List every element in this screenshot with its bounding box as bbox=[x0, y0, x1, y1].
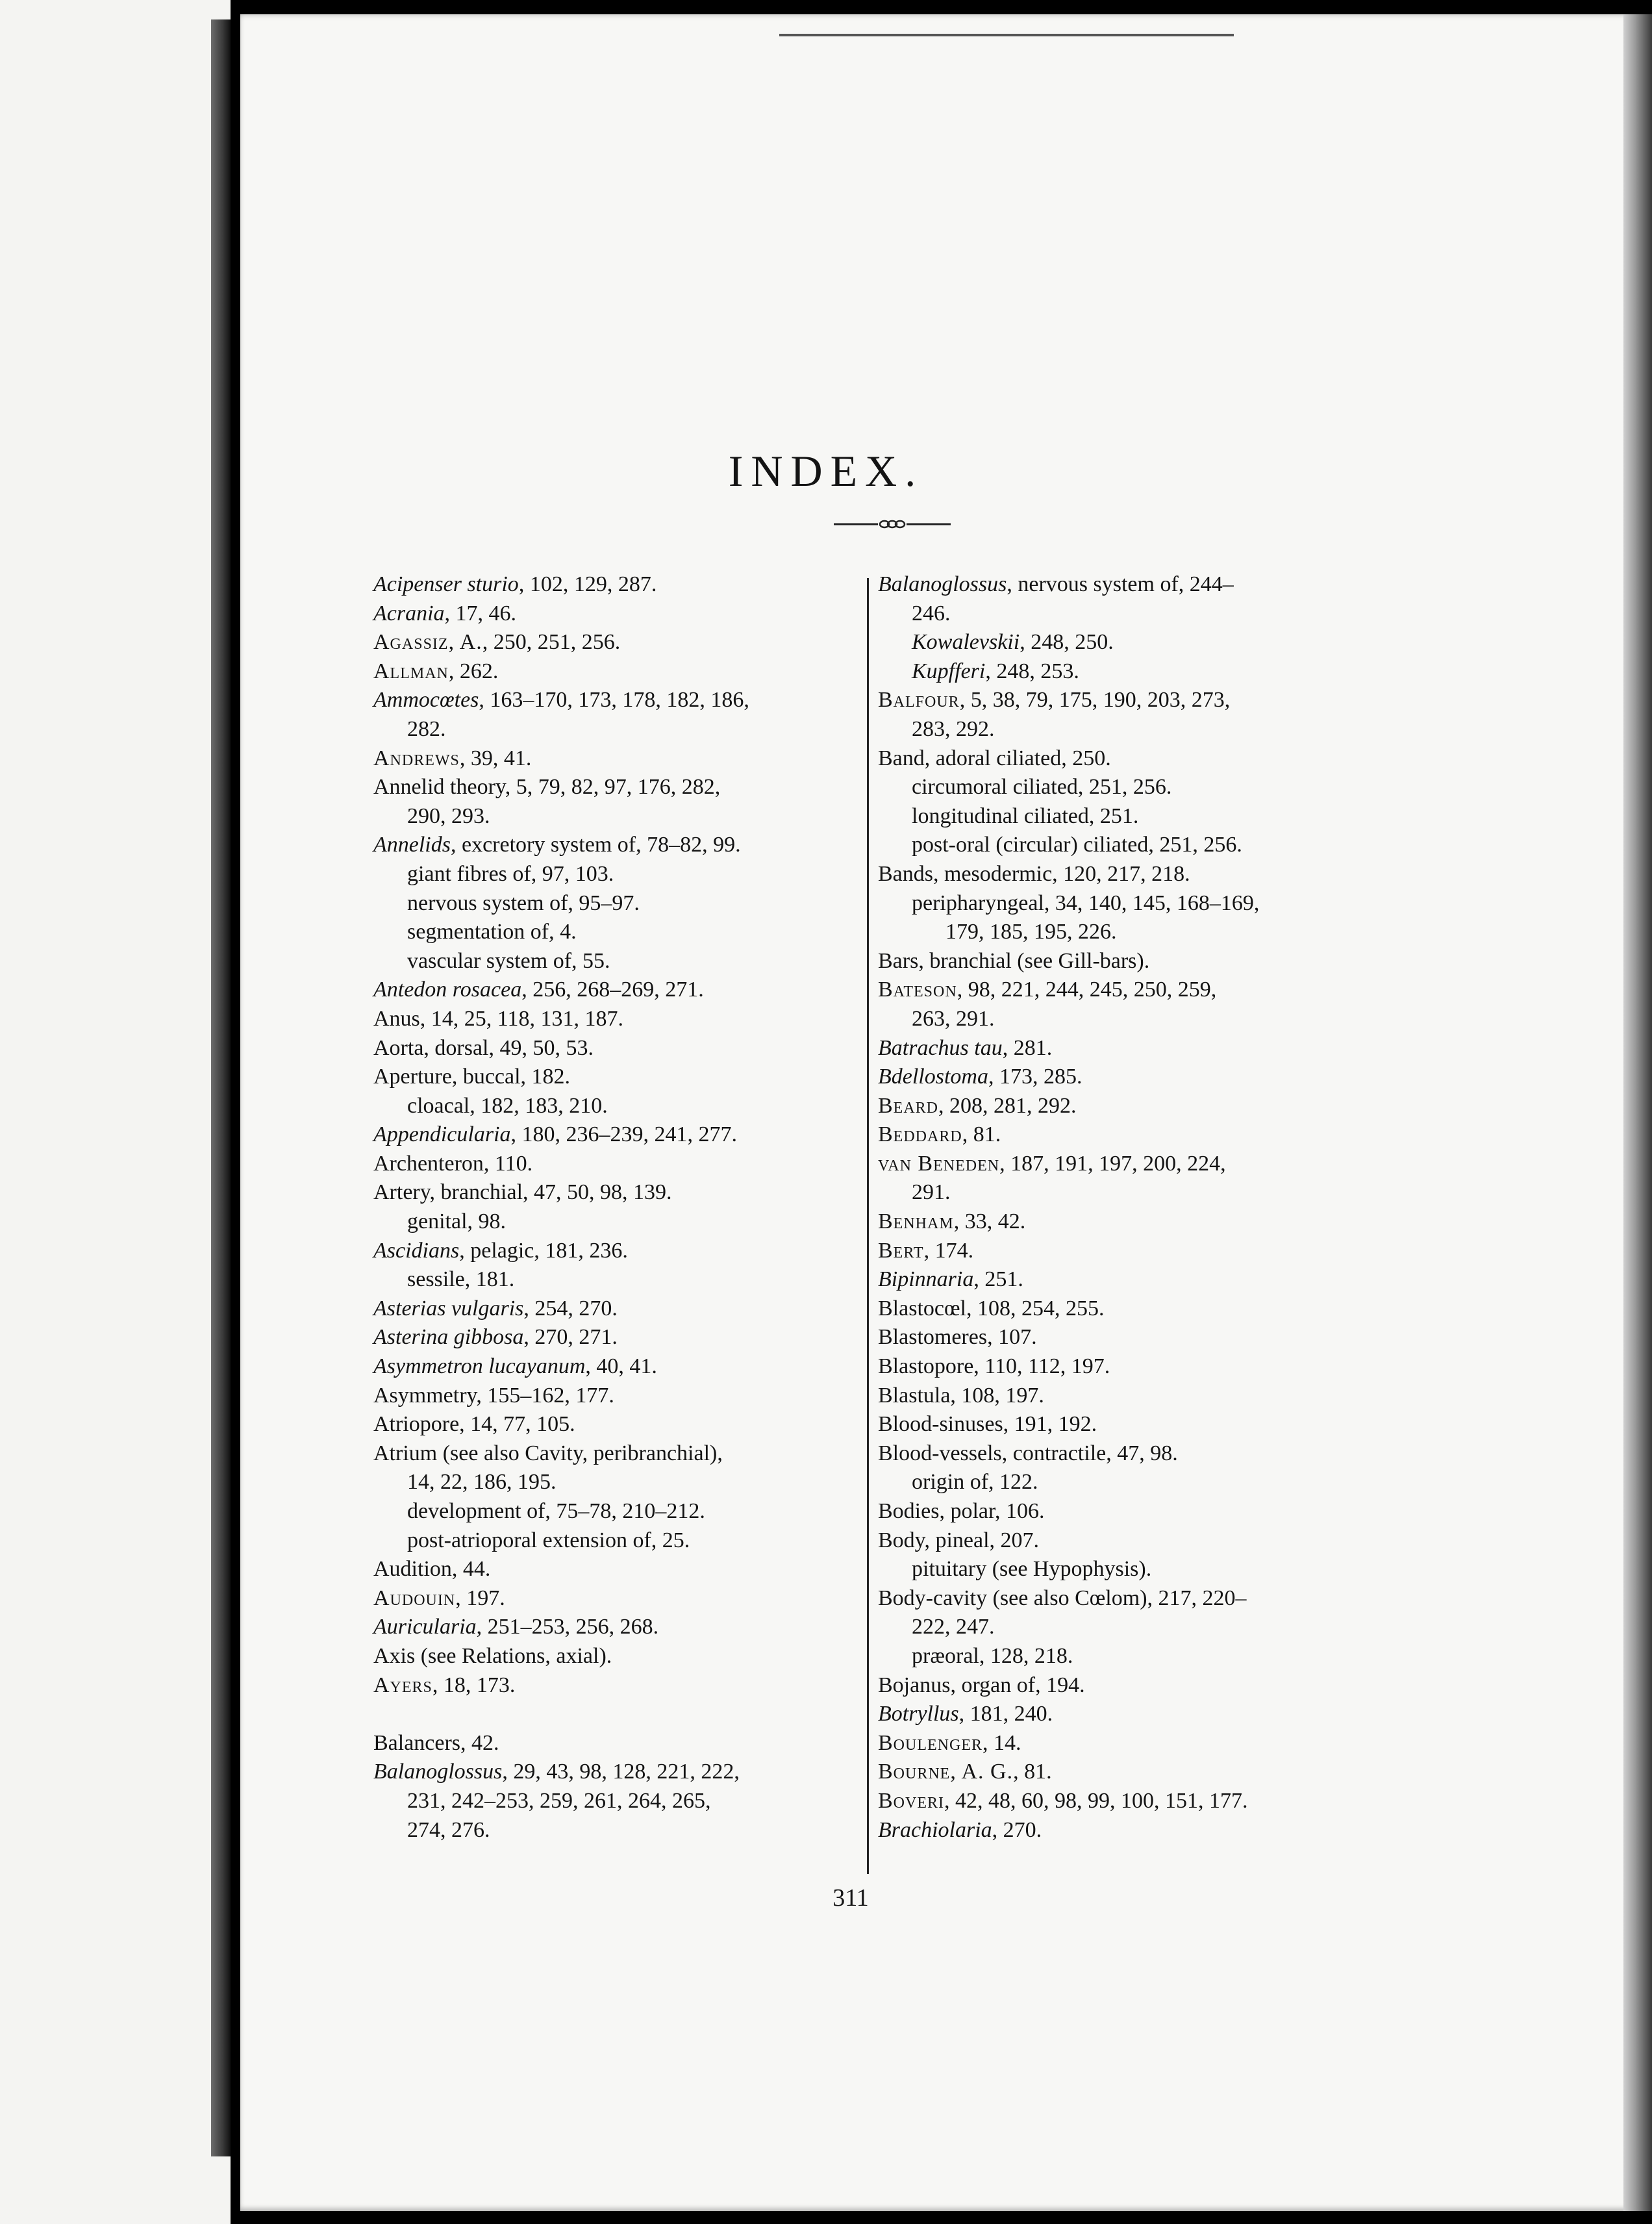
index-term-italic: Acipenser sturio bbox=[373, 572, 519, 596]
top-edge-rule bbox=[779, 34, 1234, 36]
index-entry bbox=[878, 976, 1371, 1005]
index-entry bbox=[373, 831, 867, 860]
index-text: Blastocœl, 108, 254, 255. bbox=[878, 1296, 1105, 1320]
index-entry bbox=[912, 773, 1371, 802]
index-entry bbox=[878, 1352, 1371, 1382]
index-entry bbox=[945, 918, 1371, 947]
index-entry bbox=[407, 860, 867, 889]
index-text: , 262. bbox=[448, 659, 499, 683]
index-text: 222, 247. bbox=[912, 1615, 995, 1639]
index-text: nervous system of, 95–97. bbox=[407, 891, 640, 915]
index-author-name: Audouin bbox=[373, 1586, 456, 1610]
index-entry bbox=[373, 600, 867, 629]
index-text: 231, 242–253, 259, 261, 264, 265, bbox=[407, 1788, 711, 1813]
index-text: , 29, 43, 98, 128, 221, 222, bbox=[502, 1760, 740, 1784]
index-text: , 174. bbox=[923, 1238, 974, 1263]
index-text: Bojanus, organ of, 194. bbox=[878, 1673, 1085, 1697]
index-entry bbox=[373, 1584, 867, 1613]
index-entry bbox=[912, 1555, 1371, 1584]
index-entry bbox=[878, 1410, 1371, 1439]
index-text: Body-cavity (see also Cœlom), 217, 220– bbox=[878, 1586, 1247, 1610]
index-term-italic: Antedon rosacea bbox=[373, 978, 522, 1002]
index-entry bbox=[878, 1120, 1371, 1150]
facing-page bbox=[0, 0, 231, 2224]
index-text: Atriopore, 14, 77, 105. bbox=[373, 1412, 575, 1437]
index-text: 179, 185, 195, 226. bbox=[945, 920, 1117, 944]
page-number: 311 bbox=[832, 1884, 869, 1912]
index-term-italic: Bdellostoma bbox=[878, 1065, 988, 1089]
page-edge bbox=[1623, 14, 1652, 2211]
index-text: genital, 98. bbox=[407, 1209, 507, 1234]
index-text: Blood-vessels, contractile, 47, 98. bbox=[878, 1441, 1178, 1465]
index-entry bbox=[878, 1671, 1371, 1700]
index-text: , 39, 41. bbox=[459, 746, 532, 770]
index-author-name: Allman bbox=[373, 659, 449, 683]
index-entry bbox=[373, 628, 867, 657]
index-text: 246. bbox=[912, 601, 951, 626]
index-text: , 248, 253. bbox=[985, 659, 1079, 683]
index-entry bbox=[373, 686, 867, 715]
index-text: Atrium (see also Cavity, peribranchial), bbox=[373, 1441, 723, 1465]
index-text: 263, 291. bbox=[912, 1006, 995, 1031]
index-entry bbox=[912, 889, 1371, 918]
index-entry bbox=[407, 1787, 867, 1816]
index-text: , 98, 221, 244, 245, 250, 259, bbox=[957, 978, 1217, 1002]
index-text: , 251–253, 256, 268. bbox=[476, 1615, 659, 1639]
index-author-name: Benham bbox=[878, 1209, 954, 1234]
index-entry bbox=[878, 1526, 1371, 1556]
index-text: Blood-sinuses, 191, 192. bbox=[878, 1412, 1097, 1437]
index-text: segmentation of, 4. bbox=[407, 920, 577, 944]
index-term-italic: Botryllus bbox=[878, 1702, 959, 1726]
index-text: , 81. bbox=[1013, 1760, 1052, 1784]
index-entry bbox=[878, 1700, 1371, 1729]
index-text: pituitary (see Hypophysis). bbox=[912, 1557, 1152, 1582]
index-entry bbox=[878, 1265, 1371, 1295]
index-entry bbox=[407, 1526, 867, 1556]
index-term-italic: Kupfferi bbox=[912, 659, 986, 683]
index-text: , 208, 281, 292. bbox=[938, 1093, 1077, 1118]
index-entry bbox=[373, 1237, 867, 1266]
index-text: , 181, 240. bbox=[958, 1702, 1053, 1726]
index-entry bbox=[407, 1497, 867, 1526]
index-text: vascular system of, 55. bbox=[407, 948, 610, 973]
index-text: , 33, 42. bbox=[953, 1209, 1026, 1234]
index-term-italic: Kowalevskii bbox=[912, 630, 1020, 655]
index-entry bbox=[878, 1497, 1371, 1526]
index-entry bbox=[878, 1323, 1371, 1352]
index-author-name: Beddard bbox=[878, 1122, 962, 1147]
index-entry bbox=[373, 1382, 867, 1411]
index-entry bbox=[407, 802, 867, 831]
index-text: Asymmetry, 155–162, 177. bbox=[373, 1383, 614, 1408]
index-text: , excretory system of, 78–82, 99. bbox=[450, 833, 741, 857]
index-entry bbox=[878, 1092, 1371, 1121]
index-text: , nervous system of, 244– bbox=[1007, 572, 1234, 596]
index-text: , 254, 270. bbox=[523, 1296, 618, 1320]
index-term-italic: Balanoglossus bbox=[878, 572, 1007, 596]
index-text: , 256, 268–269, 271. bbox=[521, 978, 704, 1002]
index-entry bbox=[878, 1150, 1371, 1179]
column-divider bbox=[867, 578, 869, 1874]
index-entry bbox=[878, 1034, 1371, 1063]
index-text: Bodies, polar, 106. bbox=[878, 1499, 1045, 1523]
index-term-italic: Asymmetron lucayanum bbox=[373, 1354, 586, 1379]
index-text: præoral, 128, 218. bbox=[912, 1643, 1073, 1668]
index-entry bbox=[373, 744, 867, 774]
index-entry bbox=[407, 715, 867, 744]
index-entry bbox=[878, 570, 1371, 600]
index-entry bbox=[878, 1584, 1371, 1613]
index-entry bbox=[373, 1642, 867, 1671]
index-text: , 18, 173. bbox=[432, 1673, 516, 1697]
index-text: , 270. bbox=[992, 1817, 1042, 1842]
index-entry bbox=[912, 1642, 1371, 1671]
index-author-name: Andrews bbox=[373, 746, 460, 770]
index-entry bbox=[878, 1295, 1371, 1324]
index-entry bbox=[878, 947, 1371, 976]
index-text: Anus, 14, 25, 118, 131, 187. bbox=[373, 1006, 624, 1031]
index-entry bbox=[912, 657, 1371, 687]
index-text: , 281. bbox=[1002, 1035, 1053, 1060]
index-text: Band, adoral ciliated, 250. bbox=[878, 746, 1111, 770]
index-entry bbox=[373, 1671, 867, 1700]
index-entry bbox=[373, 1150, 867, 1179]
index-entry bbox=[878, 1063, 1371, 1092]
index-gap bbox=[373, 1700, 867, 1729]
index-text: 14, 22, 186, 195. bbox=[407, 1470, 557, 1495]
index-entry bbox=[373, 1613, 867, 1642]
index-text: origin of, 122. bbox=[912, 1470, 1038, 1495]
index-entry bbox=[878, 1207, 1371, 1237]
index-text: Aorta, dorsal, 49, 50, 53. bbox=[373, 1035, 594, 1060]
index-text: Aperture, buccal, 182. bbox=[373, 1065, 571, 1089]
index-entry bbox=[373, 1005, 867, 1034]
index-text: 282. bbox=[407, 716, 446, 741]
index-text: , 270, 271. bbox=[523, 1325, 618, 1350]
index-entry bbox=[878, 1816, 1371, 1845]
index-entry bbox=[373, 1352, 867, 1382]
index-author-name: Bourne, A. G. bbox=[878, 1760, 1014, 1784]
index-entry bbox=[373, 1295, 867, 1324]
index-author-name: van Beneden bbox=[878, 1151, 1000, 1176]
index-text: , pelagic, 181, 236. bbox=[459, 1238, 628, 1263]
index-entry bbox=[373, 1439, 867, 1469]
index-entry bbox=[912, 831, 1371, 860]
index-entry bbox=[912, 1005, 1371, 1034]
index-text: sessile, 181. bbox=[407, 1267, 515, 1292]
index-entry bbox=[878, 1237, 1371, 1266]
ornament-divider-icon bbox=[834, 518, 951, 531]
index-term-italic: Annelids bbox=[373, 833, 451, 857]
index-entry bbox=[407, 1092, 867, 1121]
index-entry bbox=[373, 657, 867, 687]
index-entry bbox=[373, 976, 867, 1005]
index-entry bbox=[878, 1382, 1371, 1411]
index-entry bbox=[373, 1758, 867, 1787]
index-text: Body, pineal, 207. bbox=[878, 1528, 1040, 1552]
index-text: development of, 75–78, 210–212. bbox=[407, 1499, 705, 1523]
index-text: Blastomeres, 107. bbox=[878, 1325, 1037, 1350]
index-entry bbox=[373, 1063, 867, 1092]
index-text: Blastula, 108, 197. bbox=[878, 1383, 1044, 1408]
index-entry bbox=[407, 1468, 867, 1497]
index-text: , 248, 250. bbox=[1020, 630, 1114, 655]
index-column-left bbox=[373, 570, 867, 1845]
index-text: 290, 293. bbox=[407, 803, 490, 828]
index-text: , 197. bbox=[455, 1586, 505, 1610]
index-entry bbox=[373, 1410, 867, 1439]
index-text: , 17, 46. bbox=[444, 601, 517, 626]
index-text: , 251. bbox=[973, 1267, 1023, 1292]
index-text: Archenteron, 110. bbox=[373, 1151, 533, 1176]
index-author-name: Bateson bbox=[878, 978, 957, 1002]
index-entry bbox=[373, 773, 867, 802]
index-entry bbox=[373, 1034, 867, 1063]
index-text: Bars, branchial (see Gill-bars). bbox=[878, 948, 1150, 973]
index-entry bbox=[373, 1555, 867, 1584]
index-entry bbox=[373, 1729, 867, 1758]
index-text: , 187, 191, 197, 200, 224, bbox=[999, 1151, 1226, 1176]
index-term-italic: Batrachus tau bbox=[878, 1035, 1003, 1060]
index-entry bbox=[373, 570, 867, 600]
index-entry bbox=[912, 1468, 1371, 1497]
index-text: , 173, 285. bbox=[988, 1065, 1083, 1089]
index-term-italic: Bipinnaria bbox=[878, 1267, 974, 1292]
index-entry bbox=[912, 715, 1371, 744]
index-term-italic: Balanoglossus bbox=[373, 1760, 503, 1784]
index-text: Bands, mesodermic, 120, 217, 218. bbox=[878, 861, 1190, 886]
index-term-italic: Ascidians bbox=[373, 1238, 460, 1263]
index-text: Artery, branchial, 47, 50, 98, 139. bbox=[373, 1180, 672, 1205]
index-author-name: Balfour bbox=[878, 688, 960, 713]
index-entry bbox=[912, 600, 1371, 629]
index-author-name: Ayers bbox=[373, 1673, 432, 1697]
index-entry bbox=[912, 1613, 1371, 1642]
index-entry bbox=[878, 686, 1371, 715]
index-author-name: Bert bbox=[878, 1238, 924, 1263]
index-text: Balancers, 42. bbox=[373, 1730, 499, 1755]
index-entry bbox=[878, 1787, 1371, 1816]
index-entry bbox=[407, 1207, 867, 1237]
index-text: circumoral ciliated, 251, 256. bbox=[912, 775, 1172, 800]
index-term-italic: Acrania bbox=[373, 601, 445, 626]
index-text: Axis (see Relations, axial). bbox=[373, 1643, 612, 1668]
index-entry bbox=[912, 802, 1371, 831]
index-text: 291. bbox=[912, 1180, 951, 1205]
index-term-italic: Ammocœtes bbox=[373, 688, 479, 713]
index-entry bbox=[407, 947, 867, 976]
index-term-italic: Auricularia bbox=[373, 1615, 477, 1639]
index-entry bbox=[912, 1178, 1371, 1207]
index-text: , 14. bbox=[982, 1730, 1021, 1755]
index-text: Audition, 44. bbox=[373, 1557, 491, 1582]
index-text: , 180, 236–239, 241, 277. bbox=[510, 1122, 738, 1147]
index-author-name: Agassiz, A. bbox=[373, 630, 482, 655]
index-entry bbox=[912, 628, 1371, 657]
index-text: , 5, 38, 79, 175, 190, 203, 273, bbox=[959, 688, 1231, 713]
index-entry bbox=[407, 1265, 867, 1295]
index-text: 274, 276. bbox=[407, 1817, 490, 1842]
index-text: giant fibres of, 97, 103. bbox=[407, 861, 614, 886]
index-author-name: Beard bbox=[878, 1093, 939, 1118]
index-text: peripharyngeal, 34, 140, 145, 168–169, bbox=[912, 891, 1260, 915]
index-text: Annelid theory, 5, 79, 82, 97, 176, 282, bbox=[373, 775, 721, 800]
index-entry bbox=[878, 1729, 1371, 1758]
index-text: 283, 292. bbox=[912, 716, 995, 741]
index-entry bbox=[407, 918, 867, 947]
index-author-name: Boveri bbox=[878, 1788, 945, 1813]
book-binding bbox=[211, 19, 231, 2156]
index-text: Blastopore, 110, 112, 197. bbox=[878, 1354, 1110, 1379]
index-text: , 42, 48, 60, 98, 99, 100, 151, 177. bbox=[944, 1788, 1248, 1813]
index-text: , 40, 41. bbox=[585, 1354, 657, 1379]
index-entry bbox=[373, 1120, 867, 1150]
index-text: , 163–170, 173, 178, 182, 186, bbox=[479, 688, 749, 713]
page-title: INDEX. bbox=[728, 446, 924, 496]
index-author-name: Boulenger bbox=[878, 1730, 982, 1755]
index-text: , 250, 251, 256. bbox=[482, 630, 621, 655]
index-entry bbox=[373, 1178, 867, 1207]
index-entry bbox=[373, 1323, 867, 1352]
index-entry bbox=[878, 744, 1371, 774]
index-entry bbox=[878, 1758, 1371, 1787]
index-entry bbox=[407, 1816, 867, 1845]
index-term-italic: Brachiolaria bbox=[878, 1817, 992, 1842]
index-column-right bbox=[878, 570, 1371, 1845]
index-text: , 81. bbox=[962, 1122, 1001, 1147]
index-term-italic: Asterina gibbosa bbox=[373, 1325, 524, 1350]
index-entry bbox=[407, 889, 867, 918]
index-term-italic: Appendicularia bbox=[373, 1122, 511, 1147]
index-term-italic: Asterias vulgaris bbox=[373, 1296, 524, 1320]
index-entry bbox=[878, 860, 1371, 889]
index-text: , 102, 129, 287. bbox=[518, 572, 657, 596]
index-text: post-atrioporal extension of, 25. bbox=[407, 1528, 690, 1552]
index-text: longitudinal ciliated, 251. bbox=[912, 803, 1139, 828]
index-entry bbox=[878, 1439, 1371, 1469]
index-text: cloacal, 182, 183, 210. bbox=[407, 1093, 608, 1118]
index-text: post-oral (circular) ciliated, 251, 256. bbox=[912, 833, 1242, 857]
